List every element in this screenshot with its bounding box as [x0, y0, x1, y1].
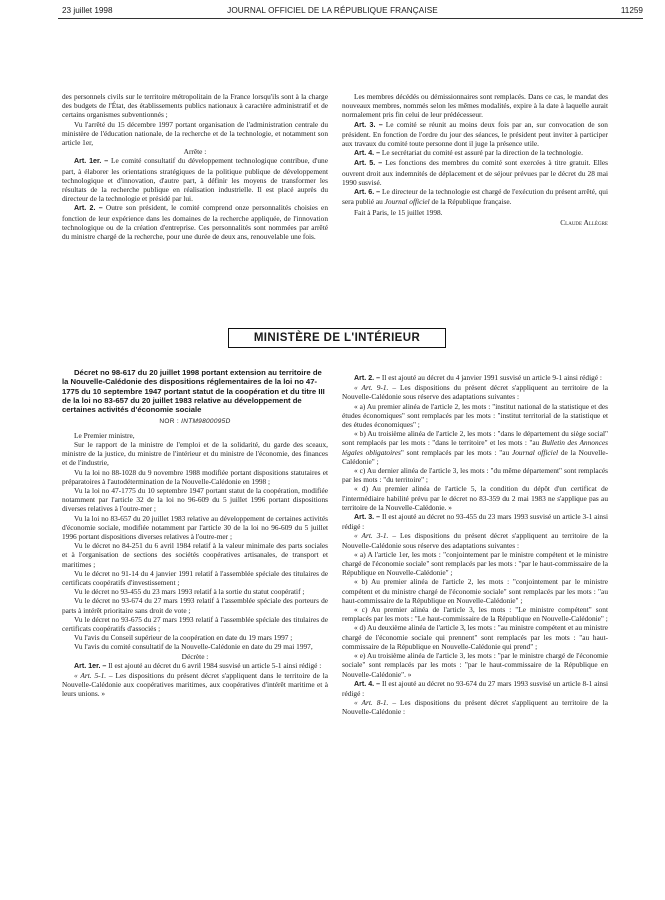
adaptation-d: « d) Au premier alinéa de l'article 5, la condition du dépôt d'un certificat de l'intermédiaire habilité prévu par le décret no 83-359 du 2 mai 1983 ne s'applique pas au territoire de la Nouvelle-Calédonie. »: [342, 484, 608, 512]
article-label: Art. 3. –: [354, 513, 381, 522]
article-1: [62, 156, 328, 203]
adaptation-d: « d) Au deuxième alinéa de l'article 3, les mots : "au ministre compétent et au ministre chargé de l'économie sociale qui prennent" sont remplacés par les mots : "au haut-commissaire de la République en Nouvelle-Calédonie qui prend" ;: [342, 623, 608, 651]
top-left-column: [62, 92, 328, 241]
visa: Vu la loi no 88-1028 du 9 novembre 1988 modifiée portant dispositions statutaires et préparatoires à l'autodétermination de la Nouvelle-Calédonie en 1998 ;: [62, 467, 328, 486]
visa: Vu le décret no 91-14 du 4 janvier 1991 relatif à l'assemblée spéciale des titulaires de certificats coopératifs d'investissement ;: [62, 568, 328, 587]
adaptation-b: [342, 429, 608, 466]
quoted-article: [342, 698, 608, 716]
article-text: Outre son président, le comité comprend onze personnalités choisies en fonction de leur expérience dans les domaines de la recherche appliquée, de l'innovation technologique ou de la création d'entreprise. Ces personnalités sont nommées par arrêté du ministre chargé de la recherche, pour une durée de deux ans, renouvelable une fois.: [62, 203, 328, 242]
article-text: Il est ajouté au décret du 4 janvier 1991 susvisé un article 9-1 ainsi rédigé :: [381, 373, 602, 382]
quoted-article: [342, 383, 608, 401]
journal-reference: Journal officiel: [384, 197, 430, 207]
bottom-right-column: [342, 373, 608, 717]
article-1: [62, 661, 328, 671]
visa: Vu la loi no 83-657 du 20 juillet 1983 relative au développement de certaines activités d'économie sociale, modifiée notamment par l'article 30 de la loi no 96-609 du 5 juillet 1996 portant dispositions diverses relatives à l'outre-mer ;: [62, 513, 328, 541]
adaptation-b: « b) Au premier alinéa de l'article 2, les mots : "conjointement par le ministre compétent et du ministre chargé de l'économie sociale" sont remplacés par les mots : "au haut-commissaire de la République en Nouvelle-Calédonie" ;: [342, 577, 608, 605]
article-label: Art. 4. –: [354, 149, 381, 158]
article-label: Art. 5. –: [354, 159, 383, 168]
article-text: de la République française.: [429, 197, 512, 207]
quoted-label: « Art. 9-1. –: [354, 383, 396, 393]
article-label: Art. 2. –: [74, 204, 103, 213]
adaptation-c: « c) Au premier alinéa de l'article 3, les mots : "Le ministre compétent" sont remplacés par les mots : "Le haut-commissaire de la République en Nouvelle-Calédonie" ;: [342, 605, 608, 624]
bottom-left-column: [62, 368, 328, 699]
adaptation-a: « a) Au premier alinéa de l'article 2, les mots : "institut national de la statistique et des études économiques" sont remplacés par les mots : "institut territorial de la statistique et des études économiques" ;: [342, 401, 608, 430]
ministry-heading: MINISTÈRE DE L'INTÉRIEUR: [228, 328, 446, 348]
fait-a-paris: Fait à Paris, le 15 juillet 1998.: [354, 208, 443, 218]
visa: Vu le décret no 84-251 du 6 avril 1984 relatif à la valeur minimale des parts sociales et à l'organisation de sections des sociétés coopératives artisanales, de transport et maritimes ;: [62, 541, 328, 569]
paragraph: Vu l'arrêté du 15 décembre 1997 portant organisation de l'administration centrale du ministère de l'éducation nationale, de la recherche et de la technologie, et notamment son article 1er,: [62, 119, 328, 148]
header-journal-title: JOURNAL OFFICIEL DE LA RÉPUBLIQUE FRANÇAISE: [227, 6, 438, 15]
article-6: [342, 187, 608, 206]
adaptation-e: « e) Au troisième alinéa de l'article 3, les mots : "par le ministre chargé de l'économie sociale" sont remplacés par les mots : "par le haut-commissaire de la République en Nouvelle-Calédonie". »: [342, 651, 608, 679]
article-label: Art. 1er. –: [74, 661, 107, 670]
adaptation-text: de la Nouvelle-Calédonie" ;: [342, 447, 609, 466]
nor-code: INTM9800095D: [181, 418, 231, 426]
article-4: [342, 679, 608, 698]
visa: Vu l'avis du Conseil supérieur de la coopération en date du 19 mars 1997 ;: [74, 633, 293, 643]
article-text: Il est ajouté au décret du 6 avril 1984 susvisé un article 5-1 ainsi rédigé :: [108, 660, 322, 670]
quoted-article: [62, 671, 328, 699]
article-label: Art. 4. –: [354, 679, 381, 688]
nor-label: NOR :: [159, 418, 179, 426]
quoted-text: Les dispositions du présent décret s'appliquent au territoire de la Nouvelle-Calédonie :: [342, 698, 608, 717]
article-text: Il est ajouté au décret no 93-455 du 23 mars 1993 susvisé un article 3-1 ainsi rédigé :: [342, 512, 608, 532]
quoted-article: [342, 531, 608, 549]
adaptation-text: " sont remplacés par les mots : "au: [400, 447, 512, 457]
adaptation-c: « c) Au dernier alinéa de l'article 3, les mots : "du même département" sont remplacés par les mots : "du territoire" ;: [342, 466, 608, 485]
quoted-text: Les dispositions du présent décret s'appliquent au territoire de la Nouvelle-Calédonie sous réserve des adaptations suivantes :: [342, 383, 608, 402]
visa: Sur le rapport de la ministre de l'emploi et de la solidarité, du garde des sceaux, ministre de la justice, du ministre de l'intérieur et du ministre de l'économie, des finances et de l'industrie,: [62, 439, 328, 468]
adaptation-text: « b) Au troisième alinéa de l'article 2, les mots : "dans le département du siège social" sont remplacés par les mots : "dans le territoire" et les mots : "au: [342, 429, 608, 448]
visa: Vu l'avis du comité consultatif de la Nouvelle-Calédonie en date du 29 mai 1997,: [74, 642, 313, 652]
article-text: Le directeur de la technologie est chargé de l'exécution du présent arrêté, qui sera publié au: [342, 187, 608, 207]
journal-reference: Journal officiel: [511, 447, 559, 457]
paragraph: Les membres décédés ou démissionnaires sont remplacés. Dans ce cas, le mandat des nouveaux membres, nommés selon les mêmes modalités, expire à la date à laquelle aurait normalement pris fin celui de leur prédécesseur.: [342, 92, 608, 120]
article-text: Les fonctions des membres du comité sont exercées à titre gratuit. Elles ouvrent droit aux indemnités de déplacement et de séjour prévues par le décret du 28 mai 1990 susvisé.: [342, 158, 608, 187]
article-4: [342, 148, 608, 158]
article-text: Le comité se réunit au moins deux fois par an, sur convocation de son président. En fonction de l'ordre du jour des séances, le président peut inviter à participer aux travaux du comité toute personne dont il juge la présence utile.: [342, 119, 608, 149]
nor-reference: [62, 417, 328, 426]
visa: Vu le décret no 93-674 du 27 mars 1993 relatif à l'assemblée spéciale des porteurs de parts à intérêt prioritaire sans droit de vote ;: [62, 596, 328, 615]
article-3: [342, 512, 608, 531]
arrete-heading: Arrête :: [183, 147, 207, 157]
decrete-heading: Décrète :: [181, 651, 209, 661]
article-label: Art. 1er. –: [74, 157, 109, 166]
bulletin-reference: Bulletin des Annonces légales obligatoires: [342, 438, 608, 457]
article-text: Il est ajouté au décret no 93-674 du 27 mars 1993 susvisé un article 8-1 ainsi rédigé :: [342, 678, 608, 698]
quoted-text: Les dispositions du présent décret s'appliquent dans le territoire de la Nouvelle-Calédonie aux coopératives maritimes, aux coopératives d'intérêt maritime et à leurs unions. »: [62, 670, 328, 699]
header-date: 23 juillet 1998: [62, 6, 113, 15]
article-label: Art. 6. –: [354, 188, 381, 197]
article-text: Le secrétariat du comité est assuré par la direction de la technologie.: [381, 148, 583, 158]
article-text: Le comité consultatif du développement technologique contribue, d'une part, à élaborer les orientations stratégiques de la politique publique de développement technologique et d'innovation, d'autre part, à définir les moyens de transformer les résultats de la recherche publique en réalisation industrielle. Il est placé auprès du directeur de la technologie et présidé par lui.: [62, 156, 328, 204]
paragraph: des personnels civils sur le territoire métropolitain de la France lorsqu'ils sont à la charge des budgets de l'État, des établissements publics nationaux à caractère administratif et de certains organismes subventionnés ;: [62, 92, 328, 120]
article-3: [342, 120, 608, 149]
article-label: Art. 3. –: [354, 120, 383, 129]
adaptation-a: « a) A l'article 1er, les mots : "conjointement par le ministre compétent et le ministre chargé de l'économie sociale" sont remplacés par les mots : "par le haut-commissaire de la République en Nouvelle-Calédonie" ;: [342, 549, 608, 578]
article-label: Art. 2. –: [354, 374, 381, 382]
header-rule: [58, 18, 643, 19]
signature: Claude Allègre: [560, 217, 608, 227]
article-2: [62, 203, 328, 241]
visa: Vu le décret no 93-675 du 27 mars 1993 relatif à l'assemblée spéciale des titulaires de certificats coopératifs d'associés ;: [62, 614, 328, 633]
quoted-text: Les dispositions du présent décret s'appliquent au territoire de la Nouvelle-Calédonie sous réserve des adaptations suivantes :: [342, 531, 608, 550]
article-5: [342, 158, 608, 187]
quoted-label: « Art. 3-1. –: [354, 531, 396, 541]
article-2: [342, 373, 608, 383]
top-right-column: [342, 92, 608, 227]
quoted-label: « Art. 5-1. –: [74, 670, 113, 680]
visa: Vu le décret no 93-455 du 23 mars 1993 relatif à la sortie du statut coopératif ;: [74, 587, 305, 597]
paragraph: Le Premier ministre,: [74, 430, 135, 440]
quoted-label: « Art. 8-1. –: [354, 698, 396, 708]
visa: Vu la loi no 47-1775 du 10 septembre 1947 portant statut de la coopération, modifiée notamment par l'article 32 de la loi no 96-609 du 5 juillet 1996 portant dispositions diverses relatives à l'outre-mer ;: [62, 485, 328, 514]
header-page-number: 11259: [620, 6, 643, 15]
decree-title: Décret no 98-617 du 20 juillet 1998 portant extension au territoire de la Nouvelle-Calédonie des dispositions réglementaires de la loi no 47-1775 du 10 septembre 1947 portant statut de la coopération et du titre III de la loi no 83-657 du 20 juillet 1983 relative au développement de certaines activités d'économie sociale: [62, 368, 325, 415]
